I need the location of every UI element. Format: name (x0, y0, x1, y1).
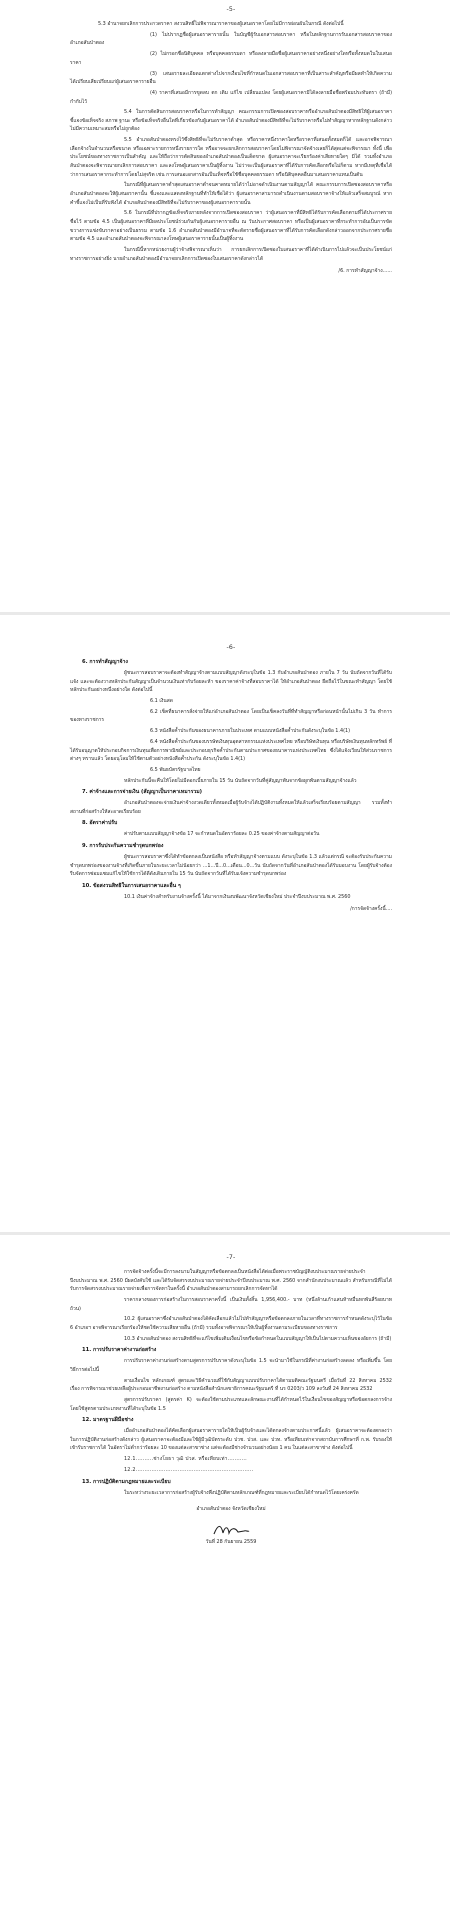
paragraph: ในกรณีนี้หากหน่วยงานผู้ว่าจ้างพิจารณาเห็นว่า การยกเลิกการเปิดซองใบเสนอราคาที่ได้ดำเนินการไปแล้วจะเป็นประโยชน์แก่ทางราชการอย่างยิ่ง นายอำเภอสันป่าตองมีอำนาจยกเลิกการเปิดซองใบเสนอราคาดังกล่าวได้ (70, 246, 392, 262)
section-heading: 11. การปรับราคาค่างานก่อสร้าง (82, 1347, 157, 1354)
signature (211, 1522, 251, 1538)
section-heading: 12. มาตรฐานฝีมือช่าง (82, 1417, 134, 1424)
paragraph: 6.4 หนังสือค้ำประกันของบรรษัทเงินทุนอุตสาหกรรมแห่งประเทศไทย หรือบริษัทเงินทุน หรือบริษัทเงินทุนหลักทรัพย์ ที่ได้รับอนุญาตให้ประกอบกิจการเงินทุนเพื่อการพาณิชย์และประกอบธุรกิจค้ำประกันตามประกาศของธนาคารแห่งประเทศไทย ซึ่งได้แจ้งเวียนให้ส่วนราชการต่างๆ ทราบแล้ว โดยอนุโลมให้ใช้ตามตัวอย่างหนังสือค้ำประกัน ดังระบุในข้อ 1.4(1) (70, 738, 392, 763)
paragraph: 5.6 ในกรณีที่ปรากฏข้อเท็จจริงภายหลังจากการเปิดซองสอบราคา ว่าผู้เสนอราคาที่มีสิทธิได้รับการคัดเลือกตามที่ได้ประกาศรายชื่อไว้ ตามข้อ 4.5 เป็นผู้เสนอราคาที่มีผลประโยชน์ร่วมกันกับผู้เสนอราคารายอื่น ณ วันประกาศสอบราคา หรือเป็นผู้เสนอราคาที่กระทำการอันเป็นการขัดขวางการแข่งขันราคาอย่างเป็นธรรม ตามข้อ 1.6 อำเภอสันป่าตองมีอำนาจที่จะตัดรายชื่อผู้เสนอราคาที่ได้รับการคัดเลือกดังกล่าวออกจากประกาศรายชื่อตามข้อ 4.5 และอำเภอสันป่าตองจะพิจารณาลงโทษผู้เสนอราคารายนั้นเป็นผู้ทิ้งงาน (70, 210, 392, 243)
paragraph: 5.5 อำเภอสันป่าตองทรงไว้ซึ่งสิทธิที่จะไม่รับราคาต่ำสุด หรือราคาหนึ่งราคาใดหรือราคาที่เสนอทั้งหมดก็ได้ และอาจพิจารณาเลือกจ้างในจำนวนหรือขนาด หรือเฉพาะรายการหนึ่งรายการใด หรืออาจจะยกเลิกการสอบราคาโดยไม่พิจารณาจัดจ้างเลยก็ได้สุดแต่จะพิจารณา ทั้งนี้ เพื่อประโยชน์ของทางราชการเป็นสำคัญ และให้ถือว่าการตัดสินของอำเภอสันป่าตองเป็นเด็ดขาด ผู้เสนอราคาจะเรียกร้องค่าเสียหายใดๆ มิได้ รวมทั้งอำเภอสันป่าตองจะพิจารณายกเลิกการสอบราคา และลงโทษผู้เสนอราคาเป็นผู้ทิ้งงาน ไม่ว่าจะเป็นผู้เสนอราคาที่ได้รับการคัดเลือกหรือไม่ก็ตาม หากมีเหตุที่เชื่อได้ว่าการเสนอราคากระทำการโดยไม่สุจริต เช่น การเสนอเอกสารอันเป็นเท็จหรือใช้ชื่อบุคคลธรรมดา หรือนิติบุคคลอื่นมาเสนอราคาแทนเป็นต้น (70, 137, 392, 178)
page-6 (0, 640, 450, 1220)
paragraph: 6.2 เช็คที่ธนาคารสั่งจ่ายให้แก่อำเภอสันป่าตอง โดยเป็นเช็คลงวันที่ที่ทำสัญญาหรือก่อนหน้านั้นไม่เกิน 3 วัน ทำการของทางราชการ (70, 708, 392, 724)
paragraph: 5.3 อำนาจยกเลิกการประกวดราคา สงวนสิทธิ์ไม่พิจารณาราคาของผู้เสนอราคาโดยไม่มีการผ่อนผันในกรณี ดังต่อไปนี้ (98, 21, 344, 27)
section-heading: 6. การทำสัญญาจ้าง (82, 659, 128, 665)
paragraph: 6.3 หนังสือค้ำประกันของธนาคารภายในประเทศ ตามแบบหนังสือค้ำประกันดังระบุในข้อ 1.4(1) (150, 728, 351, 735)
paragraph: ผู้ชนะการสอบราคาจะต้องทำสัญญาจ้างตามแบบสัญญาดังระบุในข้อ 1.3 กับอำเภอสันป่าตอง ภายใน 7 วัน นับถัดจากวันที่ได้รับแจ้ง และจะต้องวางหลักประกันสัญญาเป็นจำนวนเงินเท่ากับร้อยละห้า ของราคาค่าจ้างที่สอบราคาได้ ให้อำเภอสันป่าตอง ยึดถือไว้ในขณะทำสัญญา โดยใช้หลักประกันอย่างหนึ่งอย่างใด ดังต่อไปนี้ (70, 670, 392, 694)
paragraph: หลักประกันนี้จะคืนให้โดยไม่มีดอกเบี้ยภายใน 15 วัน นับถัดจากวันที่คู่สัญญาพ้นจากข้อผูกพันตามสัญญาจ้างแล้ว (124, 777, 357, 784)
paragraph: ในระหว่างระยะเวลาการก่อสร้างผู้รับจ้างพึงปฏิบัติตามหลักเกณฑ์ที่กฎหมายและระเบียบได้กำหนดไว้โดยเคร่งครัด (124, 1489, 359, 1496)
paragraph: ตามเงื่อนไข หลักเกณฑ์ สูตรและวิธีคำนวณที่ใช้กับสัญญาแบบปรับราคาได้ตามมติคณะรัฐมนตรี เมื่อวันที่ 22 สิงหาคม 2532 เรื่อง การพิจารณาช่วยเหลือผู้ประกอบอาชีพงานก่อสร้าง ตามหนังสือสำนักเลขาธิการคณะรัฐมนตรี ที่ นร 0203/ว 109 ลงวันที่ 24 สิงหาคม 2532 (70, 1377, 392, 1393)
page-divider (0, 612, 450, 615)
page-number: -7- (226, 1254, 236, 1261)
section-heading: 10. ข้อสงวนสิทธิในการเสนอราคาและอื่น ๆ (82, 882, 181, 889)
paragraph: 10.1 เงินค่าจ้างสำหรับงานจ้างครั้งนี้ ได้มาจากเงินงบพัฒนาจังหวัดเชียงใหม่ ประจำปีงบประมาณ พ.ศ. 2560 (124, 893, 351, 900)
paragraph: (1) ไม่ปรากฏชื่อผู้เสนอราคารายนั้น ในบัญชีผู้รับเอกสารสอบราคา หรือในหลักฐานการรับเอกสารสอบราคาของอำเภอสันป่าตอง (70, 31, 392, 47)
paragraph: การจัดจ้างครั้งนี้จะมีการลงนามในสัญญาหรือข้อตกลงเป็นหนังสือได้ต่อเมื่อพระราชบัญญัติงบประมาณรายจ่ายประจำปีงบประมาณ พ.ศ. 2560 มีผลบังคับใช้ และได้รับจัดสรรงบประมาณรายจ่ายประจำปีงบประมาณ พ.ศ. 2560 จากสำนักงบประมาณแล้ว สำหรับกรณีที่ไม่ได้รับการจัดสรรงบประมาณรายจ่ายเพื่อการจัดหาในครั้งนี้ อำเภอสันป่าตองสามารถยกเลิกการจัดหาได้ (70, 1269, 392, 1293)
paragraph: 6.5 พันธบัตรรัฐบาลไทย (150, 766, 201, 773)
list-item: 12.2................................................................... (124, 1467, 254, 1473)
continuation-note: /การจัดจ้างครั้งนี้.... (350, 906, 392, 913)
paragraph: (2) ไม่กรอกชื่อนิติบุคคล หรือบุคคลธรรมดา หรือลงลายมือชื่อผู้เสนอราคาอย่างหนึ่งอย่างใดหรือทั้งหมดในใบเสนอราคา (70, 51, 392, 66)
paragraph: การปรับราคาค่างานก่อสร้างตามสูตรการปรับราคาดังระบุในข้อ 1.5 จะนำมาใช้ในกรณีที่ค่างานก่อสร้างลดลง หรือเพิ่มขึ้น โดยวิธีการต่อไปนี้ (70, 1358, 392, 1373)
page-divider (0, 1232, 450, 1235)
paragraph: ค่าปรับตามแบบสัญญาจ้างข้อ 17 จะกำหนดในอัตราร้อยละ 0.25 ของค่าจ้างตามสัญญาต่อวัน (124, 831, 320, 838)
page-number: -5- (226, 6, 236, 13)
issuer: อำเภอสันป่าตอง จังหวัดเชียงใหม่ (196, 1506, 266, 1513)
paragraph: 5.4 ในการตัดสินการสอบราคาหรือในการทำสัญญา คณะกรรมการเปิดซองสอบราคาหรืออำเภอสันป่าตองมีสิทธิให้ผู้เสนอราคาชี้แจงข้อเท็จจริง สภาพ ฐานะ หรือข้อเท็จจริงอื่นใดที่เกี่ยวข้องกับผู้เสนอราคาได้ อำเภอสันป่าตองมีสิทธิที่จะไม่รับราคาหรือไม่ทำสัญญาหากหลักฐานดังกล่าวไม่มีความเหมาะสมหรือไม่ถูกต้อง (70, 109, 392, 133)
page-number: -6- (226, 644, 236, 651)
paragraph: 10.3 อำเภอสันป่าตอง สงวนสิทธิที่จะแก้ไขเพิ่มเติมเงื่อนไขหรือข้อกำหนดในแบบสัญญาให้เป็นไปตามความเห็นของอัยการ (ถ้ามี) (124, 1335, 392, 1342)
paragraph: ผู้ชนะการสอบราคาซึ่งได้ทำข้อตกลงเป็นหนังสือ หรือทำสัญญาจ้างตามแบบ ดังระบุในข้อ 1.3 แล้วแต่กรณี จะต้องรับประกันความชำรุดบกพร่องของงานจ้างที่เกิดขึ้นภายในระยะเวลาไม่น้อยกว่า ...1...ปี...0...เดือน...0...วัน นับถัดจากวันที่อำเภอสันป่าตองได้รับมอบงาน โดยผู้รับจ้างต้องรีบจัดการซ่อมแซมแก้ไขให้ใช้การได้ดีดังเดิมภายใน 15 วัน นับถัดจากวันที่ได้รับแจ้งความชำรุดบกพร่อง (70, 854, 392, 878)
section-heading: 9. การรับประกันความชำรุดบกพร่อง (82, 843, 164, 850)
paragraph: 10.2 ผู้เสนอราคาซึ่งอำเภอสันป่าตองได้คัดเลือกแล้วไม่ไปทำสัญญาหรือข้อตกลงภายในเวลาที่ทางราชการกำหนดดังระบุไว้ในข้อ 6 อำเภอฯ อาจพิจารณาเรียกร้องให้ชดใช้ความเสียหายอื่น (ถ้ามี) รวมทั้งอาจพิจารณาให้เป็นผู้ทิ้งงานตามระเบียบของทางราชการ (70, 1316, 392, 1331)
paragraph: เมื่ออำเภอสันป่าตองได้คัดเลือกผู้เสนอราคารายใดให้เป็นผู้รับจ้างและได้ตกลงจ้างตามประกาศนี้แล้ว ผู้เสนอราคาจะต้องตกลงว่าในการปฏิบัติงานก่อสร้างดังกล่าว ผู้เสนอราคาจะต้องมีและใช้ผู้มีวุฒิบัตรระดับ ปวช. ปวส. และ ปวท. หรือเทียบเท่าจากสถาบันการศึกษาที่ ก.พ. รับรองให้เข้ารับราชการได้ ในอัตราไม่ต่ำกว่าร้อยละ 10 ของแต่ละสาขาช่าง แต่จะต้องมีช่างจำนวนอย่างน้อย 1 คน ในแต่ละสาขาช่าง ดังต่อไปนี้ (70, 1428, 392, 1452)
paragraph: สูตรการปรับราคา (สูตรค่า K) จะต้องใช้ตามประเภทและลักษณะงานที่ได้กำหนดไว้ในเงื่อนไขของสัญญาหรือข้อตกลงการจ้าง โดยใช้สูตรตามประเภทงานที่ได้ระบุในข้อ 1.5 (70, 1397, 392, 1412)
list-item: 12.1..........ช่างโยธา วุฒิ ปวส. หรือเทียบเท่า........... (124, 1456, 247, 1463)
paragraph: (3) เสนอรายละเอียดแตกต่างไปจากเงื่อนไขที่กำหนดในเอกสารสอบราคาที่เป็นสาระสำคัญหรือมีผลทำให้เกิดความได้เปรียบเสียเปรียบแก่ผู้เสนอราคารายอื่น (70, 70, 392, 86)
section-heading: 13. การปฏิบัติตามกฎหมายและระเบียบ (82, 1478, 171, 1485)
paragraph: ในกรณีที่ผู้เสนอราคาต่ำสุดเสนอราคาต่ำจนคาดหมายได้ว่าไม่อาจดำเนินงานตามสัญญาได้ คณะกรรมการเปิดซองสอบราคาหรืออำเภอสันป่าตองจะให้ผู้เสนอราคานั้น ชี้แจงและแสดงหลักฐานที่ทำให้เชื่อได้ว่า ผู้เสนอราคาสามารถดำเนินงานตามสอบราคาจ้างให้แล้วเสร็จสมบูรณ์ หากคำชี้แจงไม่เป็นที่รับฟังได้ อำเภอสันป่าตองมีสิทธิที่จะไม่รับราคาของผู้เสนอราคารายนั้น (70, 182, 392, 206)
paragraph: ราคากลางของการก่อสร้างในการสอบราคาครั้งนี้ เป็นเงินทั้งสิ้น 1,956,400.- บาท (หนึ่งล้านเก้าแสนห้าหมื่นหกพันสี่ร้อยบาทถ้วน) (70, 1296, 392, 1312)
paragraph: อำเภอสันป่าตองจะจ่ายเงินค่าจ้างงวดเดียวทั้งหมดเมื่อผู้รับจ้างได้ปฏิบัติงานทั้งหมดให้แล้วเสร็จเรียบร้อยตามสัญญา รวมทั้งทำสถานที่ก่อสร้างให้สะอาดเรียบร้อย (70, 800, 392, 815)
continuation-note: /6. การทำสัญญาจ้าง...... (338, 268, 392, 275)
section-heading: 7. ค่าจ้างและการจ่ายเงิน (สัญญาเป็นราคาเหมารวม) (82, 789, 203, 796)
document-date: วันที่ 28 กันยายน 2559 (205, 1538, 257, 1545)
page-5 (0, 0, 450, 590)
paragraph: (4) ราคาที่เสนอมีการขูดลบ ตก เติม แก้ไข เปลี่ยนแปลง โดยผู้เสนอราคามิได้ลงลายมือชื่อพร้อมประทับตรา (ถ้ามี) กำกับไว้ (70, 89, 392, 105)
paragraph: 6.1 เงินสด (150, 697, 173, 704)
section-heading: 8. อัตราค่าปรับ (82, 820, 118, 827)
page-7 (0, 1250, 450, 1905)
